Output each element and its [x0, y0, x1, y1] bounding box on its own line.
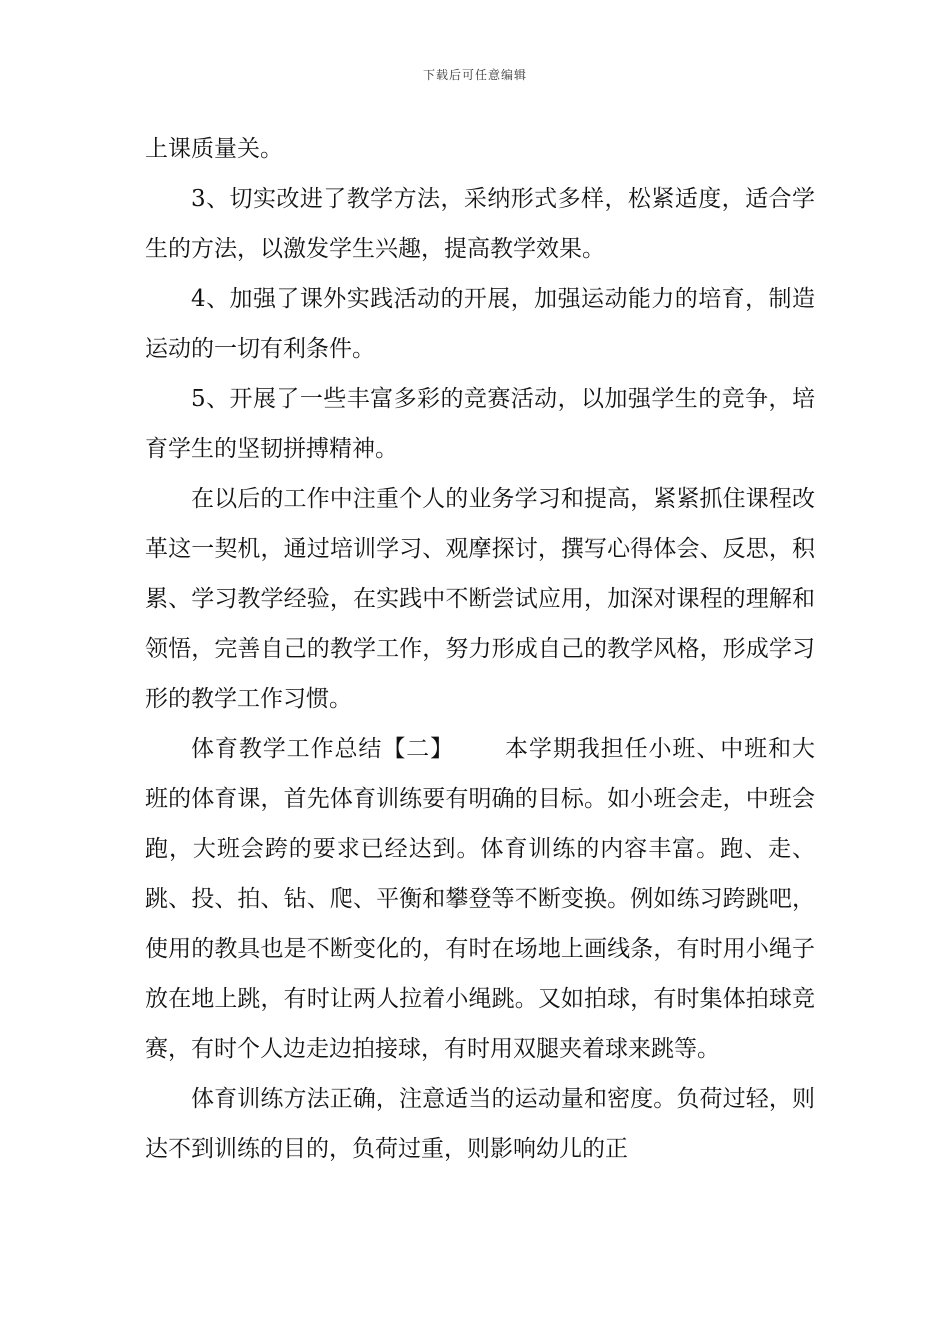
section-two-heading: 体育教学工作总结【二】 — [191, 736, 455, 762]
paragraph-item-5: 5、开展了一些丰富多彩的竞赛活动，以加强学生的竞争，培育学生的坚韧拼搏精神。 — [145, 386, 815, 462]
paragraph-item-4: 4、加强了课外实践活动的开展，加强运动能力的培育，制造运动的一切有利条件。 — [145, 286, 815, 362]
paragraph-item-3: 3、切实改进了教学方法，采纳形式多样，松紧适度，适合学生的方法，以激发学生兴趣，提高教学效果。 — [145, 186, 815, 262]
section-two-body: 本学期我担任小班、中班和大班的体育课，首先体育训练要有明确的目标。如小班会走，中班会跑，大班会跨的要求已经达到。体育训练的内容丰富。跑、走、跳、投、拍、钻、爬、平衡和攀登等不断变换。例如练习跨跳吧，使用的教具也是不断变化的，有时在场地上画线条，有时用小绳子放在地上跳，有时让两人拉着小绳跳。又如拍球，有时集体拍球竞赛，有时个人边走边拍接球，有时用双腿夹着球来跳等。 — [145, 736, 816, 1062]
paragraph-training-method: 体育训练方法正确，注意适当的运动量和密度。负荷过轻，则达不到训练的目的，负荷过重，则影响幼儿的正 — [145, 1086, 815, 1162]
page-header: 下载后可任意编辑 — [422, 68, 527, 82]
document-body — [145, 124, 815, 1174]
paragraph-continuation: 上课质量关。 — [145, 136, 283, 162]
section-two-paragraph — [145, 724, 815, 1074]
paragraph-future-work: 在以后的工作中注重个人的业务学习和提高，紧紧抓住课程改革这一契机，通过培训学习、观摩探讨，撰写心得体会、反思，积累、学习教学经验，在实践中不断尝试应用，加深对课程的理解和领悟，完善自己的教学工作，努力形成自己的教学风格，形成学习形的教学工作习惯。 — [145, 486, 815, 712]
